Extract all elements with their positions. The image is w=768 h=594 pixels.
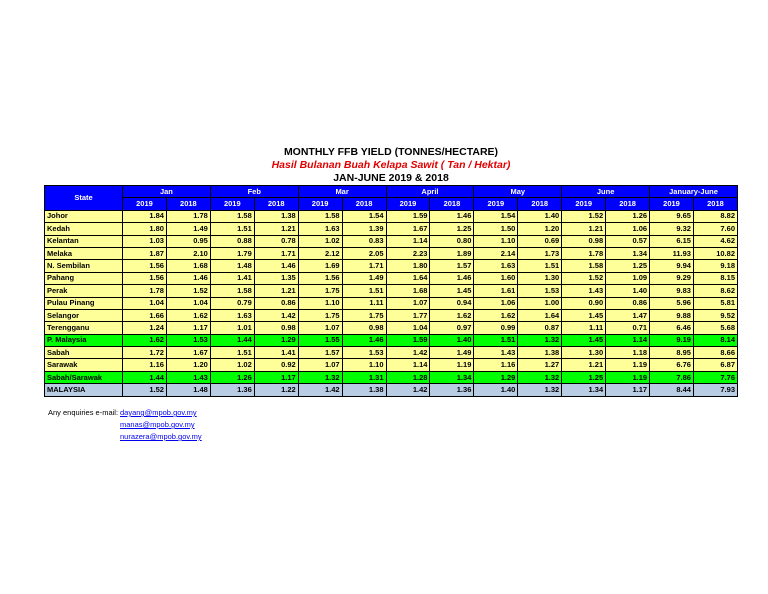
- yield-value-cell: 1.17: [166, 322, 210, 334]
- yield-value-cell: 1.32: [518, 384, 562, 396]
- yield-value-cell: 1.19: [606, 359, 650, 371]
- yield-value-cell: 1.46: [430, 210, 474, 222]
- yield-value-cell: 1.29: [474, 371, 518, 383]
- yield-value-cell: 1.38: [254, 210, 298, 222]
- yield-value-cell: 9.94: [650, 260, 694, 272]
- yield-value-cell: 6.15: [650, 235, 694, 247]
- yield-value-cell: 0.95: [166, 235, 210, 247]
- yield-value-cell: 1.41: [210, 272, 254, 284]
- yield-value-cell: 1.29: [254, 334, 298, 346]
- yield-value-cell: 11.93: [650, 247, 694, 259]
- yield-value-cell: 1.35: [254, 272, 298, 284]
- yield-value-cell: 0.69: [518, 235, 562, 247]
- yield-value-cell: 1.07: [298, 359, 342, 371]
- table-row: [45, 359, 738, 371]
- yield-value-cell: 1.34: [606, 247, 650, 259]
- yield-value-cell: 1.32: [518, 371, 562, 383]
- year-header: 2019: [123, 198, 167, 210]
- yield-value-cell: 1.26: [210, 371, 254, 383]
- header-row-months: [45, 186, 738, 198]
- yield-value-cell: 9.18: [693, 260, 737, 272]
- table-row: [45, 272, 738, 284]
- yield-value-cell: 6.46: [650, 322, 694, 334]
- yield-value-cell: 1.47: [606, 309, 650, 321]
- email-link[interactable]: manas@mpob.gov.my: [120, 420, 195, 429]
- yield-value-cell: 2.14: [474, 247, 518, 259]
- yield-value-cell: 0.92: [254, 359, 298, 371]
- yield-value-cell: 1.09: [606, 272, 650, 284]
- yield-value-cell: 1.78: [166, 210, 210, 222]
- yield-value-cell: 1.89: [430, 247, 474, 259]
- yield-value-cell: 6.76: [650, 359, 694, 371]
- yield-value-cell: 0.86: [254, 297, 298, 309]
- yield-value-cell: 1.40: [474, 384, 518, 396]
- yield-value-cell: 1.20: [166, 359, 210, 371]
- yield-value-cell: 0.98: [342, 322, 386, 334]
- yield-value-cell: 1.00: [518, 297, 562, 309]
- yield-value-cell: 1.43: [562, 285, 606, 297]
- yield-value-cell: 1.87: [123, 247, 167, 259]
- yield-value-cell: 4.62: [693, 235, 737, 247]
- yield-value-cell: 8.15: [693, 272, 737, 284]
- yield-value-cell: 0.86: [606, 297, 650, 309]
- yield-value-cell: 1.50: [474, 223, 518, 235]
- yield-value-cell: 1.52: [123, 384, 167, 396]
- yield-value-cell: 1.53: [166, 334, 210, 346]
- table-row: [45, 384, 738, 396]
- yield-value-cell: 1.38: [518, 347, 562, 359]
- yield-value-cell: 1.21: [254, 223, 298, 235]
- yield-value-cell: 1.21: [562, 223, 606, 235]
- yield-value-cell: 1.42: [254, 309, 298, 321]
- yield-value-cell: 1.67: [166, 347, 210, 359]
- yield-value-cell: 1.54: [474, 210, 518, 222]
- yield-value-cell: 1.53: [342, 347, 386, 359]
- yield-value-cell: 1.14: [386, 359, 430, 371]
- yield-value-cell: 9.52: [693, 309, 737, 321]
- email-link[interactable]: dayang@mpob.gov.my: [120, 408, 197, 417]
- yield-value-cell: 1.62: [474, 309, 518, 321]
- yield-value-cell: 1.32: [518, 334, 562, 346]
- yield-value-cell: 1.39: [342, 223, 386, 235]
- yield-value-cell: 0.97: [430, 322, 474, 334]
- month-header: Mar: [298, 186, 386, 198]
- state-cell: Sarawak: [45, 359, 123, 371]
- yield-value-cell: 1.07: [386, 297, 430, 309]
- yield-value-cell: 1.44: [210, 334, 254, 346]
- yield-value-cell: 1.34: [430, 371, 474, 383]
- yield-value-cell: 1.04: [386, 322, 430, 334]
- yield-value-cell: 1.54: [342, 210, 386, 222]
- year-header: 2019: [298, 198, 342, 210]
- month-header: Feb: [210, 186, 298, 198]
- yield-value-cell: 1.68: [386, 285, 430, 297]
- yield-value-cell: 1.57: [298, 347, 342, 359]
- yield-value-cell: 0.80: [430, 235, 474, 247]
- yield-value-cell: 7.86: [650, 371, 694, 383]
- yield-value-cell: 1.38: [342, 384, 386, 396]
- yield-value-cell: 1.64: [518, 309, 562, 321]
- yield-value-cell: 2.23: [386, 247, 430, 259]
- yield-value-cell: 1.73: [518, 247, 562, 259]
- state-cell: Johor: [45, 210, 123, 222]
- yield-value-cell: 1.40: [430, 334, 474, 346]
- yield-value-cell: 0.78: [254, 235, 298, 247]
- yield-value-cell: 1.62: [123, 334, 167, 346]
- yield-value-cell: 0.57: [606, 235, 650, 247]
- yield-value-cell: 1.41: [254, 347, 298, 359]
- yield-value-cell: 1.59: [386, 210, 430, 222]
- yield-value-cell: 1.59: [386, 334, 430, 346]
- table-row: [45, 309, 738, 321]
- state-cell: Kedah: [45, 223, 123, 235]
- yield-value-cell: 1.51: [210, 223, 254, 235]
- yield-value-cell: 1.02: [210, 359, 254, 371]
- yield-value-cell: 1.06: [606, 223, 650, 235]
- state-cell: Selangor: [45, 309, 123, 321]
- yield-value-cell: 1.04: [166, 297, 210, 309]
- yield-value-cell: 1.52: [562, 210, 606, 222]
- yield-value-cell: 1.21: [562, 359, 606, 371]
- state-cell: MALAYSIA: [45, 384, 123, 396]
- yield-value-cell: 1.77: [386, 309, 430, 321]
- yield-value-cell: 1.26: [606, 210, 650, 222]
- yield-value-cell: 1.52: [562, 272, 606, 284]
- yield-value-cell: 1.14: [386, 235, 430, 247]
- yield-value-cell: 1.45: [562, 309, 606, 321]
- table-row: [45, 247, 738, 259]
- yield-value-cell: 1.43: [166, 371, 210, 383]
- state-cell: Pahang: [45, 272, 123, 284]
- yield-value-cell: 9.65: [650, 210, 694, 222]
- state-header: State: [45, 186, 123, 211]
- month-header: January-June: [650, 186, 738, 198]
- yield-value-cell: 1.66: [123, 309, 167, 321]
- yield-value-cell: 1.07: [298, 322, 342, 334]
- year-header: 2018: [166, 198, 210, 210]
- yield-value-cell: 1.56: [298, 272, 342, 284]
- yield-value-cell: 1.40: [606, 285, 650, 297]
- month-header: Jan: [123, 186, 211, 198]
- month-header: April: [386, 186, 474, 198]
- report-period: JAN-JUNE 2019 & 2018: [333, 172, 449, 184]
- yield-value-cell: 1.40: [518, 210, 562, 222]
- yield-value-cell: 1.01: [210, 322, 254, 334]
- yield-value-cell: 1.16: [123, 359, 167, 371]
- state-cell: Sabah: [45, 347, 123, 359]
- yield-value-cell: 1.62: [430, 309, 474, 321]
- yield-value-cell: 1.46: [254, 260, 298, 272]
- yield-value-cell: 10.82: [693, 247, 737, 259]
- table-row: [45, 371, 738, 383]
- yield-value-cell: 1.30: [518, 272, 562, 284]
- ffb-yield-table: [44, 185, 738, 397]
- yield-value-cell: 0.90: [562, 297, 606, 309]
- yield-value-cell: 1.22: [254, 384, 298, 396]
- yield-value-cell: 1.42: [386, 347, 430, 359]
- yield-value-cell: 1.25: [606, 260, 650, 272]
- state-cell: Terengganu: [45, 322, 123, 334]
- yield-value-cell: 1.79: [210, 247, 254, 259]
- yield-value-cell: 1.02: [298, 235, 342, 247]
- yield-value-cell: 1.58: [210, 210, 254, 222]
- yield-value-cell: 8.14: [693, 334, 737, 346]
- yield-value-cell: 0.87: [518, 322, 562, 334]
- yield-value-cell: 8.62: [693, 285, 737, 297]
- state-cell: Melaka: [45, 247, 123, 259]
- state-cell: Perak: [45, 285, 123, 297]
- year-header: 2018: [606, 198, 650, 210]
- year-header: 2019: [386, 198, 430, 210]
- table-row: [45, 322, 738, 334]
- yield-value-cell: 1.45: [562, 334, 606, 346]
- email-link[interactable]: nurazera@mpob.gov.my: [120, 432, 202, 441]
- table-row: [45, 210, 738, 222]
- table-row: [45, 223, 738, 235]
- yield-value-cell: 1.69: [298, 260, 342, 272]
- yield-value-cell: 1.45: [430, 285, 474, 297]
- contact-block: [48, 407, 202, 443]
- yield-value-cell: 1.34: [562, 384, 606, 396]
- yield-value-cell: 0.98: [254, 322, 298, 334]
- table-body: [45, 210, 738, 396]
- yield-value-cell: 1.75: [342, 309, 386, 321]
- yield-value-cell: 1.49: [342, 272, 386, 284]
- yield-value-cell: 1.48: [210, 260, 254, 272]
- yield-value-cell: 1.63: [298, 223, 342, 235]
- yield-value-cell: 0.71: [606, 322, 650, 334]
- yield-value-cell: 1.11: [342, 297, 386, 309]
- yield-value-cell: 1.80: [386, 260, 430, 272]
- table-row: [45, 334, 738, 346]
- yield-value-cell: 1.58: [210, 285, 254, 297]
- yield-value-cell: 1.64: [386, 272, 430, 284]
- yield-value-cell: 1.27: [518, 359, 562, 371]
- yield-value-cell: 1.49: [430, 347, 474, 359]
- yield-value-cell: 1.04: [123, 297, 167, 309]
- yield-value-cell: 8.66: [693, 347, 737, 359]
- yield-value-cell: 1.62: [166, 309, 210, 321]
- yield-value-cell: 1.11: [562, 322, 606, 334]
- yield-value-cell: 8.44: [650, 384, 694, 396]
- yield-value-cell: 1.56: [123, 260, 167, 272]
- yield-value-cell: 8.82: [693, 210, 737, 222]
- yield-value-cell: 1.42: [298, 384, 342, 396]
- yield-value-cell: 9.32: [650, 223, 694, 235]
- yield-value-cell: 1.68: [166, 260, 210, 272]
- year-header: 2019: [650, 198, 694, 210]
- yield-value-cell: 1.51: [210, 347, 254, 359]
- yield-value-cell: 1.63: [210, 309, 254, 321]
- report-title: MONTHLY FFB YIELD (TONNES/HECTARE): [283, 146, 499, 158]
- year-header: 2018: [430, 198, 474, 210]
- yield-value-cell: 0.94: [430, 297, 474, 309]
- header-row-years: [45, 198, 738, 210]
- yield-value-cell: 1.10: [474, 235, 518, 247]
- yield-value-cell: 1.84: [123, 210, 167, 222]
- yield-value-cell: 1.28: [386, 371, 430, 383]
- yield-value-cell: 1.48: [166, 384, 210, 396]
- year-header: 2018: [254, 198, 298, 210]
- yield-value-cell: 8.95: [650, 347, 694, 359]
- table-row: [45, 285, 738, 297]
- yield-value-cell: 1.25: [562, 371, 606, 383]
- yield-value-cell: 1.46: [166, 272, 210, 284]
- yield-value-cell: 1.71: [254, 247, 298, 259]
- yield-value-cell: 1.20: [518, 223, 562, 235]
- yield-value-cell: 1.56: [123, 272, 167, 284]
- yield-value-cell: 6.87: [693, 359, 737, 371]
- yield-value-cell: 1.36: [430, 384, 474, 396]
- year-header: 2018: [693, 198, 737, 210]
- yield-value-cell: 0.88: [210, 235, 254, 247]
- year-header: 2018: [342, 198, 386, 210]
- yield-value-cell: 1.17: [254, 371, 298, 383]
- state-cell: P. Malaysia: [45, 334, 123, 346]
- yield-value-cell: 1.30: [562, 347, 606, 359]
- yield-value-cell: 9.88: [650, 309, 694, 321]
- state-cell: Sabah/Sarawak: [45, 371, 123, 383]
- yield-value-cell: 1.75: [298, 285, 342, 297]
- state-cell: Pulau Pinang: [45, 297, 123, 309]
- yield-value-cell: 1.44: [123, 371, 167, 383]
- yield-value-cell: 2.10: [166, 247, 210, 259]
- yield-value-cell: 1.03: [123, 235, 167, 247]
- yield-value-cell: 1.25: [430, 223, 474, 235]
- yield-value-cell: 1.10: [298, 297, 342, 309]
- yield-value-cell: 1.58: [298, 210, 342, 222]
- yield-value-cell: 1.53: [518, 285, 562, 297]
- yield-value-cell: 1.61: [474, 285, 518, 297]
- yield-value-cell: 1.78: [123, 285, 167, 297]
- yield-value-cell: 1.19: [430, 359, 474, 371]
- state-cell: Kelantan: [45, 235, 123, 247]
- year-header: 2019: [474, 198, 518, 210]
- yield-value-cell: 1.18: [606, 347, 650, 359]
- year-header: 2019: [562, 198, 606, 210]
- yield-value-cell: 7.60: [693, 223, 737, 235]
- month-header: June: [562, 186, 650, 198]
- yield-value-cell: 7.76: [693, 371, 737, 383]
- yield-value-cell: 9.29: [650, 272, 694, 284]
- yield-value-cell: 1.72: [123, 347, 167, 359]
- yield-value-cell: 9.83: [650, 285, 694, 297]
- yield-value-cell: 1.43: [474, 347, 518, 359]
- yield-value-cell: 1.63: [474, 260, 518, 272]
- yield-value-cell: 1.67: [386, 223, 430, 235]
- yield-value-cell: 1.49: [166, 223, 210, 235]
- yield-value-cell: 1.78: [562, 247, 606, 259]
- yield-value-cell: 0.98: [562, 235, 606, 247]
- yield-value-cell: 1.46: [430, 272, 474, 284]
- title-block: [44, 146, 738, 185]
- yield-value-cell: 1.51: [518, 260, 562, 272]
- yield-value-cell: 1.32: [298, 371, 342, 383]
- yield-value-cell: 1.60: [474, 272, 518, 284]
- yield-value-cell: 1.31: [342, 371, 386, 383]
- yield-value-cell: 1.17: [606, 384, 650, 396]
- yield-value-cell: 1.36: [210, 384, 254, 396]
- yield-value-cell: 1.16: [474, 359, 518, 371]
- yield-value-cell: 0.99: [474, 322, 518, 334]
- yield-value-cell: 5.81: [693, 297, 737, 309]
- yield-value-cell: 9.19: [650, 334, 694, 346]
- yield-value-cell: 1.42: [386, 384, 430, 396]
- yield-value-cell: 0.83: [342, 235, 386, 247]
- yield-value-cell: 1.24: [123, 322, 167, 334]
- yield-value-cell: 1.71: [342, 260, 386, 272]
- yield-value-cell: 1.19: [606, 371, 650, 383]
- table-row: [45, 235, 738, 247]
- table-row: [45, 297, 738, 309]
- yield-value-cell: 1.46: [342, 334, 386, 346]
- yield-value-cell: 1.06: [474, 297, 518, 309]
- yield-value-cell: 1.14: [606, 334, 650, 346]
- yield-value-cell: 1.75: [298, 309, 342, 321]
- yield-value-cell: 1.80: [123, 223, 167, 235]
- yield-value-cell: 2.12: [298, 247, 342, 259]
- yield-value-cell: 1.51: [474, 334, 518, 346]
- report-subtitle: Hasil Bulanan Buah Kelapa Sawit ( Tan / Hektar): [271, 159, 511, 171]
- table-row: [45, 260, 738, 272]
- table-row: [45, 347, 738, 359]
- yield-value-cell: 2.05: [342, 247, 386, 259]
- yield-value-cell: 5.68: [693, 322, 737, 334]
- yield-value-cell: 5.96: [650, 297, 694, 309]
- state-cell: N. Sembilan: [45, 260, 123, 272]
- yield-value-cell: 1.51: [342, 285, 386, 297]
- yield-value-cell: 7.93: [693, 384, 737, 396]
- yield-value-cell: 1.10: [342, 359, 386, 371]
- yield-value-cell: 1.55: [298, 334, 342, 346]
- month-header: May: [474, 186, 562, 198]
- yield-value-cell: 1.58: [562, 260, 606, 272]
- contact-label: Any enquiries e-mail:: [48, 408, 119, 417]
- year-header: 2018: [518, 198, 562, 210]
- yield-value-cell: 1.21: [254, 285, 298, 297]
- yield-value-cell: 1.52: [166, 285, 210, 297]
- yield-value-cell: 0.79: [210, 297, 254, 309]
- yield-value-cell: 1.57: [430, 260, 474, 272]
- year-header: 2019: [210, 198, 254, 210]
